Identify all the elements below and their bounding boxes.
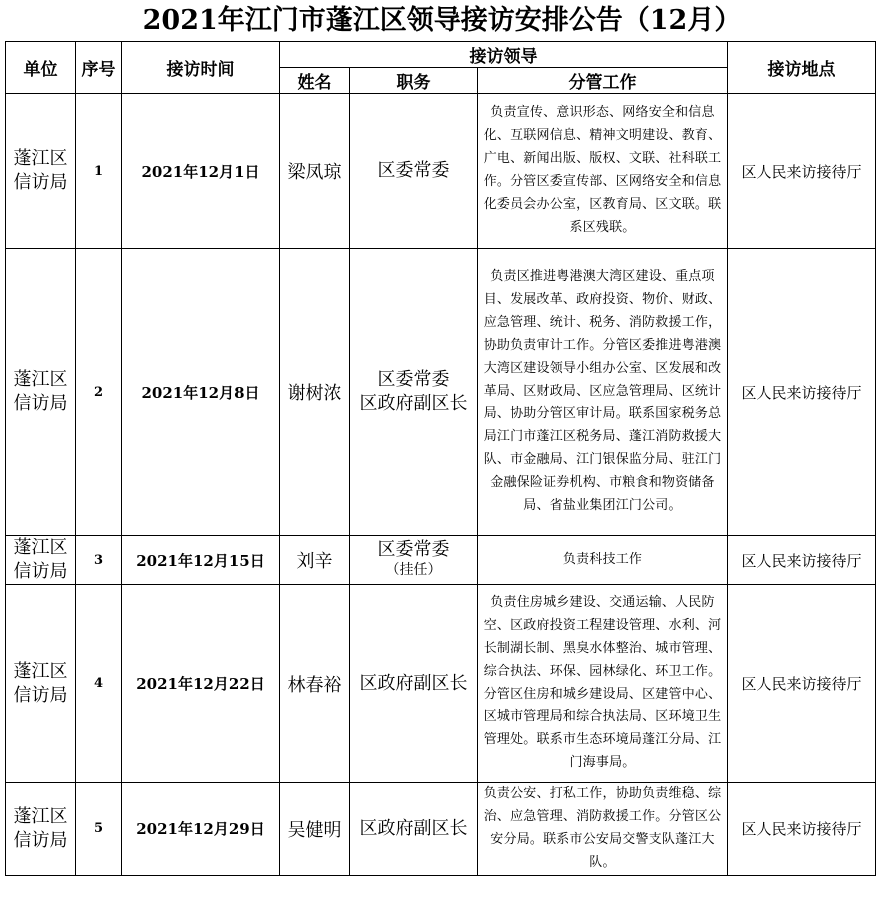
duty-cell: 负责区推进粤港澳大湾区建设、重点项目、发展改革、政府投资、物价、财政、应急管理、统计、税务、消防救援工作，协助负责审计工作。分管区委推进粤港澳大湾区建设领导小组办公室、区发展和改革局、区财政局、区应急管理局、区统计局、协助分管区审计局。联系国家税务总局江门市蓬江区税务局、蓬江消防救援大队、市金融局、江门银保监分局、驻江门金融保险证券机构、市粮食和物资储备局、省盐业集团江门公司。 [478,249,728,536]
seq-cell: 1 [76,94,122,249]
post-cell [350,536,478,585]
header-leader-group: 接访领导 [280,42,728,68]
name-cell: 吴健明 [280,783,350,876]
table-row [6,585,876,783]
place-cell: 区人民来访接待厅 [728,585,876,783]
name-cell: 梁凤琼 [280,94,350,249]
table-row [6,94,876,249]
page-title: 2021年江门市蓬江区领导接访安排公告（12月） [142,5,742,36]
post-cell [350,94,478,249]
table-row [6,783,876,876]
post-line: （挂任） [385,562,442,578]
post-line: 区政府副区长 [359,672,468,694]
post-cell [350,783,478,876]
seq-cell: 2 [76,249,122,536]
post-line: 区政府副区长 [359,817,468,839]
post-line: 区委常委 [377,539,450,560]
table-row [6,536,876,585]
post-cell [350,585,478,783]
duty-cell: 负责住房城乡建设、交通运输、人民防空、区政府投资工程建设管理、水利、河长制湖长制、黑臭水体整治、城市管理、综合执法、环保、园林绿化、环卫工作。分管区住房和城乡建设局、区建管中心、区城市管理局和综合执法局、区环境卫生管理处。联系市生态环境局蓬江分局、江门海事局。 [478,585,728,783]
post-line: 区政府副区长 [359,393,468,414]
seq-cell: 5 [76,783,122,876]
unit-cell: 蓬江区信访局 [6,249,76,536]
unit-cell: 蓬江区信访局 [6,536,76,585]
place-cell: 区人民来访接待厅 [728,536,876,585]
name-cell: 谢树浓 [280,249,350,536]
post-line: 区委常委 [377,369,450,390]
place-cell: 区人民来访接待厅 [728,94,876,249]
seq-cell: 3 [76,536,122,585]
date-cell: 2021年12月15日 [122,536,280,585]
seq-cell: 4 [76,585,122,783]
header-time: 接访时间 [122,42,280,94]
unit-cell: 蓬江区信访局 [6,783,76,876]
header-place: 接访地点 [728,42,876,94]
header-name: 姓名 [280,68,350,94]
name-cell: 刘辛 [280,536,350,585]
table-row [6,249,876,536]
duty-cell: 负责宣传、意识形态、网络安全和信息化、互联网信息、精神文明建设、教育、广电、新闻出版、版权、文联、社科联工作。分管区委宣传部、区网络安全和信息化委员会办公室，区教育局、区文联。联系区残联。 [478,94,728,249]
header-unit: 单位 [6,42,76,94]
date-cell: 2021年12月22日 [122,585,280,783]
post-cell [350,249,478,536]
duty-cell: 负责科技工作 [478,536,728,585]
schedule-table [5,41,876,876]
unit-cell: 蓬江区信访局 [6,585,76,783]
header-seq: 序号 [76,42,122,94]
unit-cell: 蓬江区信访局 [6,94,76,249]
duty-cell: 负责公安、打私工作，协助负责维稳、综治、应急管理、消防救援工作。分管区公安分局。联系市公安局交警支队蓬江大队。 [478,783,728,876]
place-cell: 区人民来访接待厅 [728,783,876,876]
header-duty: 分管工作 [478,68,728,94]
name-cell: 林春裕 [280,585,350,783]
date-cell: 2021年12月1日 [122,94,280,249]
header-post: 职务 [350,68,478,94]
date-cell: 2021年12月8日 [122,249,280,536]
place-cell: 区人民来访接待厅 [728,249,876,536]
post-line: 区委常委 [377,160,450,181]
date-cell: 2021年12月29日 [122,783,280,876]
